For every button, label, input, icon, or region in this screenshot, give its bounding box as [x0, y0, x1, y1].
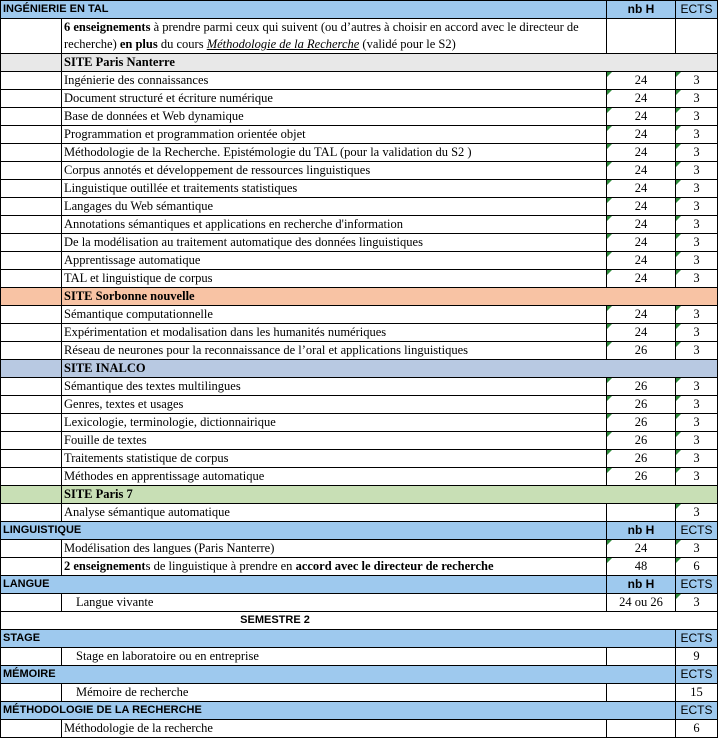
- course-ects: 3: [676, 252, 718, 270]
- course-ects: 3: [676, 432, 718, 450]
- table-row: [1, 324, 718, 342]
- course-ects: 9: [676, 648, 718, 666]
- course-hours: 24 ou 26: [607, 594, 676, 612]
- section-title: INGÉNIERIE EN TAL: [1, 1, 607, 19]
- table-row: [1, 540, 718, 558]
- course-name: De la modélisation au traitement automatique des données linguistiques: [62, 234, 607, 252]
- course-name: Lexicologie, terminologie, dictionnairique: [62, 414, 607, 432]
- course-hours: 24: [607, 540, 676, 558]
- course-ects: 3: [676, 108, 718, 126]
- section-title: LANGUE: [1, 576, 607, 594]
- col-header-ects: ECTS: [676, 630, 718, 648]
- table-row: [1, 648, 718, 666]
- course-hours: 48: [607, 558, 676, 576]
- course-name: Document structuré et écriture numérique: [62, 90, 607, 108]
- course-name: Expérimentation et modalisation dans les humanités numériques: [62, 324, 607, 342]
- course-ects: 3: [676, 234, 718, 252]
- section-title: MÉTHODOLOGIE DE LA RECHERCHE: [1, 702, 676, 720]
- course-hours: 24: [607, 270, 676, 288]
- table-row: [1, 108, 718, 126]
- course-name: Langages du Web sémantique: [62, 198, 607, 216]
- course-hours: 24: [607, 90, 676, 108]
- table-row: [1, 216, 718, 234]
- table-row: [1, 450, 718, 468]
- site-header: [1, 486, 718, 504]
- course-name: Méthodologie de la Recherche. Epistémologie du TAL (pour la validation du S2 ): [62, 144, 607, 162]
- table-row: [1, 468, 718, 486]
- table-row: [1, 126, 718, 144]
- col-header-nb-h: nb H: [607, 576, 676, 594]
- table-row: [1, 558, 718, 576]
- col-header-nb-h: nb H: [607, 1, 676, 19]
- course-name: Linguistique outillée et traitements statistiques: [62, 180, 607, 198]
- table-row: [1, 252, 718, 270]
- course-ects: 3: [676, 198, 718, 216]
- site-name: SITE Paris Nanterre: [62, 54, 718, 72]
- site-name: SITE Paris 7: [62, 486, 718, 504]
- course-name: Mémoire de recherche: [62, 684, 607, 702]
- course-ects: 3: [676, 594, 718, 612]
- section-header-memoire: [1, 666, 718, 684]
- course-name: Ingénierie des connaissances: [62, 72, 607, 90]
- table-row: [1, 270, 718, 288]
- col-header-ects: ECTS: [676, 666, 718, 684]
- course-ects: 3: [676, 378, 718, 396]
- section-title: STAGE: [1, 630, 676, 648]
- site-name: SITE INALCO: [62, 360, 718, 378]
- table-row: [1, 396, 718, 414]
- table-row: [1, 306, 718, 324]
- col-header-ects: ECTS: [676, 702, 718, 720]
- course-name: Analyse sémantique automatique: [62, 504, 607, 522]
- semester-title: SEMESTRE 2: [1, 612, 718, 630]
- course-hours: 24: [607, 234, 676, 252]
- section-title: MÉMOIRE: [1, 666, 676, 684]
- intro-row: [1, 19, 718, 54]
- section-header-langue: [1, 576, 718, 594]
- table-row: [1, 432, 718, 450]
- table-row: [1, 504, 718, 522]
- course-ects: 6: [676, 720, 718, 738]
- course-ects: 3: [676, 342, 718, 360]
- course-ects: 3: [676, 216, 718, 234]
- table-row: [1, 342, 718, 360]
- table-row: [1, 414, 718, 432]
- course-name: Stage en laboratoire ou en entreprise: [62, 648, 607, 666]
- course-hours: 24: [607, 252, 676, 270]
- course-hours: 24: [607, 72, 676, 90]
- course-ects: 3: [676, 144, 718, 162]
- course-name: Genres, textes et usages: [62, 396, 607, 414]
- course-ects: 3: [676, 270, 718, 288]
- course-name: Annotations sémantiques et applications en recherche d'information: [62, 216, 607, 234]
- col-header-nb-h: nb H: [607, 522, 676, 540]
- course-hours: 26: [607, 468, 676, 486]
- course-hours: 26: [607, 342, 676, 360]
- col-header-ects: ECTS: [676, 1, 718, 19]
- col-header-ects: ECTS: [676, 522, 718, 540]
- section-header-methodologie: [1, 702, 718, 720]
- intro-text: 6 enseignements à prendre parmi ceux qui suivent (ou d’autres à choisir en accord avec le directeur de recherche) en plus du cours Méthodologie de la Recherche (validé pour le S2): [62, 19, 607, 54]
- course-name: 2 enseignements de linguistique à prendre en accord avec le directeur de recherche: [62, 558, 607, 576]
- section-title: LINGUISTIQUE: [1, 522, 607, 540]
- site-header: [1, 54, 718, 72]
- course-ects: 3: [676, 126, 718, 144]
- course-hours: 26: [607, 378, 676, 396]
- course-ects: 6: [676, 558, 718, 576]
- course-ects: 3: [676, 504, 718, 522]
- course-hours: 24: [607, 306, 676, 324]
- course-ects: 3: [676, 90, 718, 108]
- course-name: Sémantique des textes multilingues: [62, 378, 607, 396]
- course-ects: 3: [676, 324, 718, 342]
- course-hours: 24: [607, 108, 676, 126]
- course-ects: 3: [676, 468, 718, 486]
- course-name: Réseau de neurones pour la reconnaissance de l’oral et applications linguistiques: [62, 342, 607, 360]
- course-name: Modélisation des langues (Paris Nanterre): [62, 540, 607, 558]
- course-ects: 3: [676, 180, 718, 198]
- section-header-linguistique: [1, 522, 718, 540]
- table-row: [1, 162, 718, 180]
- course-ects: 3: [676, 396, 718, 414]
- course-name: Sémantique computationnelle: [62, 306, 607, 324]
- methodology-link[interactable]: Méthodologie de la Recherche: [206, 37, 360, 51]
- course-hours: 26: [607, 432, 676, 450]
- course-ects: 3: [676, 306, 718, 324]
- course-hours: 24: [607, 216, 676, 234]
- course-ects: 3: [676, 450, 718, 468]
- course-hours: 24: [607, 162, 676, 180]
- section-header-stage: [1, 630, 718, 648]
- course-hours: 26: [607, 396, 676, 414]
- course-name: TAL et linguistique de corpus: [62, 270, 607, 288]
- course-name: Apprentissage automatique: [62, 252, 607, 270]
- course-ects: 3: [676, 414, 718, 432]
- table-row: [1, 180, 718, 198]
- course-ects: 3: [676, 162, 718, 180]
- col-header-ects: ECTS: [676, 576, 718, 594]
- table-row: [1, 684, 718, 702]
- table-row: [1, 144, 718, 162]
- table-row: [1, 720, 718, 738]
- course-name: Corpus annotés et développement de ressources linguistiques: [62, 162, 607, 180]
- course-name: Langue vivante: [62, 594, 607, 612]
- course-hours: 24: [607, 144, 676, 162]
- table-row: [1, 378, 718, 396]
- course-hours: 24: [607, 324, 676, 342]
- course-name: Base de données et Web dynamique: [62, 108, 607, 126]
- course-name: Fouille de textes: [62, 432, 607, 450]
- course-name: Méthodologie de la recherche: [62, 720, 607, 738]
- table-row: [1, 594, 718, 612]
- course-hours: [607, 504, 676, 522]
- course-ects: 15: [676, 684, 718, 702]
- semester-2-header: [1, 612, 718, 630]
- table-row: [1, 234, 718, 252]
- course-ects: 3: [676, 540, 718, 558]
- course-hours: 24: [607, 126, 676, 144]
- table-row: [1, 90, 718, 108]
- course-hours: 24: [607, 198, 676, 216]
- course-name: Méthodes en apprentissage automatique: [62, 468, 607, 486]
- course-hours: 26: [607, 450, 676, 468]
- site-name: SITE Sorbonne nouvelle: [62, 288, 718, 306]
- course-hours: 26: [607, 414, 676, 432]
- site-header: [1, 288, 718, 306]
- course-ects: 3: [676, 72, 718, 90]
- site-header: [1, 360, 718, 378]
- section-header-ingenierie: [1, 1, 718, 19]
- table-row: [1, 198, 718, 216]
- table-row: [1, 72, 718, 90]
- course-hours: 24: [607, 180, 676, 198]
- course-name: Traitements statistique de corpus: [62, 450, 607, 468]
- course-name: Programmation et programmation orientée objet: [62, 126, 607, 144]
